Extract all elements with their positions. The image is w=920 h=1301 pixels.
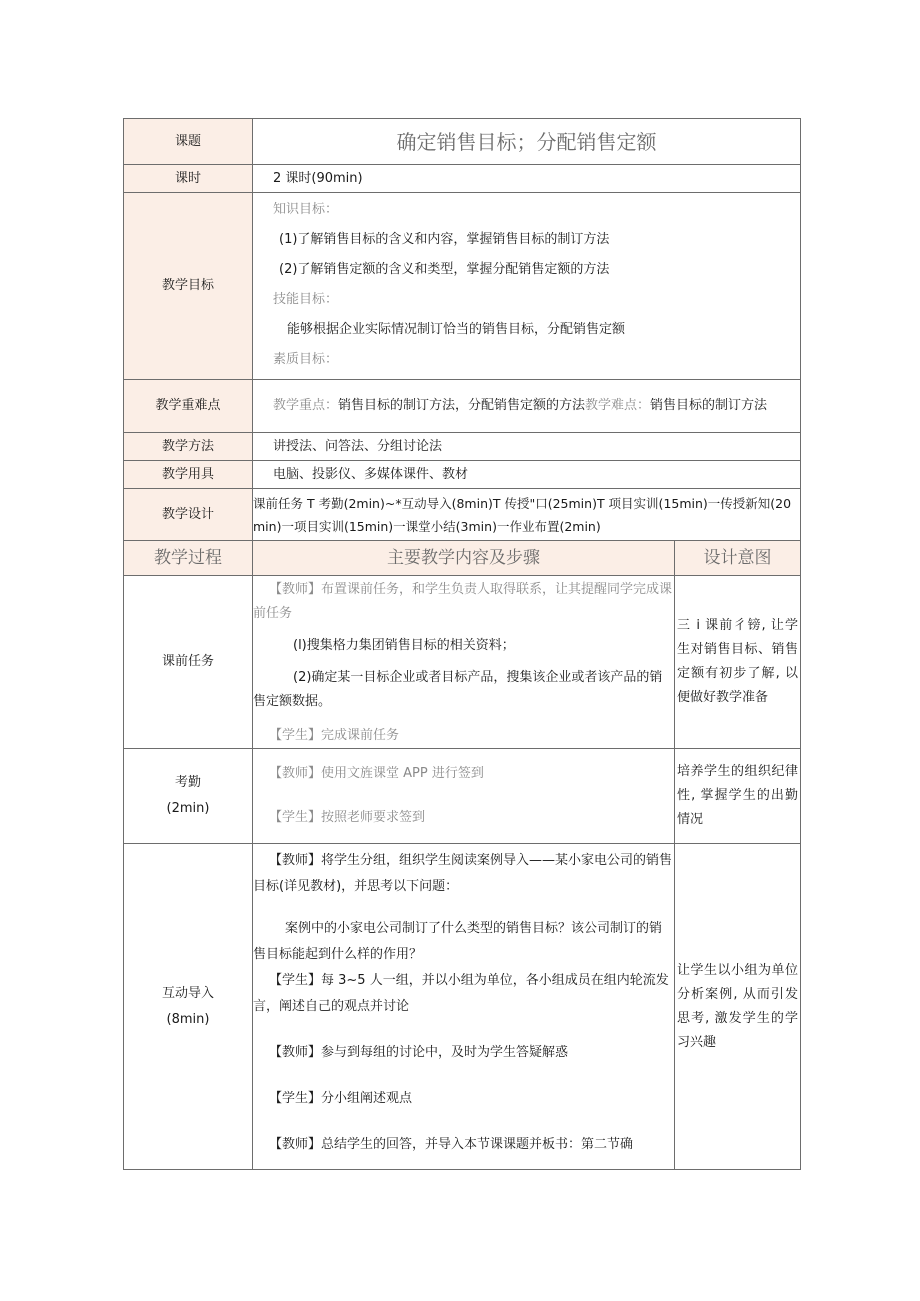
pre-class-task-1: (l)搜集格力集团销售目标的相关资料； (293, 638, 515, 653)
knowledge-goal-1: (1)了解销售目标的含义和内容，掌握销售目标的制订方法 (279, 232, 610, 247)
design-label: 教学设计 (124, 489, 253, 541)
key-focus-label: 教学重点： (273, 398, 339, 413)
intro-teacher-1: 【教师】将学生分组，组织学生阅读案例导入——某小家电公司的销售目标(详见教材)，并思考以下问题： (253, 853, 673, 894)
method-row (124, 433, 801, 461)
attendance-label-cell (124, 749, 253, 844)
pre-class-row (124, 576, 801, 749)
key-points-row (124, 380, 801, 433)
skill-goal-label: 技能目标： (273, 292, 339, 307)
process-header-stage: 教学过程 (124, 541, 253, 576)
pre-class-label: 课前任务 (124, 576, 253, 749)
pre-class-content (253, 576, 675, 749)
goals-content (253, 193, 801, 380)
tools-row (124, 461, 801, 489)
pre-class-task-2: (2)确定某一目标企业或者目标产品，搜集该企业或者该产品的销售定额数据。 (253, 670, 663, 709)
attendance-time: (2min) (166, 801, 210, 816)
intro-student-1: 【学生】每 3~5 人一组，并以小组为单位，各小组成员在组内轮流发言，阐述自己的观点并讨论 (253, 973, 669, 1014)
design-value: 课前任务 T 考勤(2min)~*互动导入(8min)T 传授"口(25min)T 项目实训(15min)一传授新知(20min)一项目实训(15min)一课堂小结(3min)一作业布置(2min) (253, 489, 801, 541)
subject-row (124, 119, 801, 165)
intro-time: (8min) (166, 1011, 210, 1027)
subject-title: 确定销售目标；分配销售定额 (253, 119, 801, 165)
goals-label: 教学目标 (124, 193, 253, 380)
attendance-intent: 培养学生的组织纪律性, 掌握学生的出勤情况 (675, 749, 801, 844)
intro-row (124, 844, 801, 1170)
process-header-content: 主要教学内容及步骤 (253, 541, 675, 576)
hours-label: 课时 (124, 165, 253, 193)
hours-value: 2 课时(90min) (253, 165, 801, 193)
lesson-plan-sheet (123, 118, 800, 1170)
attendance-label: 考勤 (174, 775, 201, 790)
goals-row (124, 193, 801, 380)
method-label: 教学方法 (124, 433, 253, 461)
intro-label: 互动导入 (161, 985, 214, 1001)
intro-teacher-3: 【教师】总结学生的回答，并导入本节课课题并板书：第二节确 (269, 1137, 634, 1152)
tools-label: 教学用具 (124, 461, 253, 489)
key-difficulty-text: 销售目标的制订方法 (650, 398, 768, 413)
design-row (124, 489, 801, 541)
intro-content (253, 844, 675, 1170)
process-header-intent: 设计意图 (675, 541, 801, 576)
key-points-content (253, 380, 801, 433)
key-difficulty-label: 教学难点： (585, 398, 651, 413)
attendance-row (124, 749, 801, 844)
intro-intent: 让学生以小组为单位分析案例, 从而引发思考, 激发学生的学习兴趣 (675, 844, 801, 1170)
skill-goal-1: 能够根据企业实际情况制订恰当的销售目标，分配销售定额 (287, 322, 626, 337)
key-points-label: 教学重难点 (124, 380, 253, 433)
process-header-row (124, 541, 801, 576)
pre-class-student: 【学生】完成课前任务 (269, 728, 400, 743)
method-value: 讲授法、问答法、分组讨论法 (253, 433, 801, 461)
key-focus-text: 销售目标的制订方法，分配销售定额的方法 (338, 398, 586, 413)
quality-goal-label: 素质目标： (273, 352, 339, 367)
hours-row (124, 165, 801, 193)
tools-value: 电脑、投影仪、多媒体课件、教材 (253, 461, 801, 489)
intro-label-cell (124, 844, 253, 1170)
subject-label: 课题 (124, 119, 253, 165)
attendance-teacher: 【教师】使用文旌课堂 APP 进行签到 (269, 766, 484, 781)
knowledge-goal-2: (2)了解销售定额的含义和类型，掌握分配销售定额的方法 (279, 262, 610, 277)
intro-student-2: 【学生】分小组阐述观点 (269, 1091, 413, 1106)
knowledge-goal-label: 知识目标： (273, 202, 339, 217)
pre-class-intent: 三 i 课前彳镑, 让学生对销售目标、销售定额有初步了解, 以便做好教学准备 (675, 576, 801, 749)
intro-teacher-2: 【教师】参与到每组的讨论中，及时为学生答疑解惑 (269, 1045, 569, 1060)
attendance-student: 【学生】按照老师要求签到 (269, 810, 426, 825)
lesson-plan-table (123, 118, 801, 1170)
attendance-content (253, 749, 675, 844)
intro-question: 案例中的小家电公司制订了什么类型的销售目标？该公司制订的销售目标能起到什么样的作用？ (253, 921, 663, 962)
pre-class-teacher: 【教师】布置课前任务，和学生负责人取得联系，让其提醒同学完成课前任务 (253, 582, 673, 621)
